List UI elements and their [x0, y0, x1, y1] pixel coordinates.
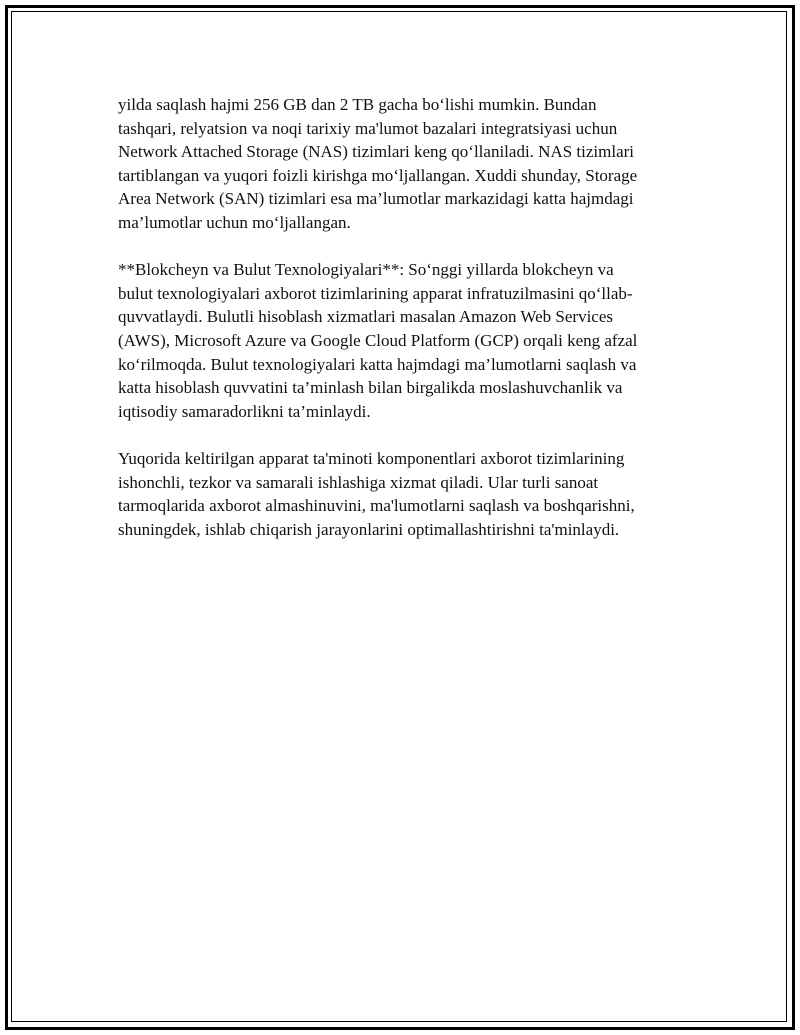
- paragraph-conclusion: Yuqorida keltirilgan apparat ta'minoti komponentlari axborot tizimlarining ishonchli, tezkor va samarali ishlashiga xizmat qiladi. Ular turli sanoat tarmoqlarida axborot almashinuvini, ma'lumotlarni saqlash va boshqarishni, shuningdek, ishlab chiqarish jarayonlarini optimallashtirishni ta'minlaydi.: [118, 448, 635, 539]
- document-body: [118, 93, 688, 565]
- paragraph-storage: yilda saqlash hajmi 256 GB dan 2 TB gacha bo‘lishi mumkin. Bundan tashqari, relyatsion va noqi tarixiy ma'lumot bazalari integratsiyasi uchun Network Attached Storage (NAS) tizimlari keng qo‘llaniladi. NAS tizimlari tartiblangan va yuqori foizli kirishga mo‘ljallangan. Xuddi shunday, Storage Area Network (SAN) tizimlari esa ma’lumotlar markazidagi katta hajmdagi ma’lumotlar uchun mo‘ljallangan.: [118, 95, 638, 232]
- paragraph-blockchain-cloud: **Blokcheyn va Bulut Texnologiyalari**: So‘nggi yillarda blokcheyn va bulut texnologiyalari axborot tizimlarining apparat infratuzilmasini qo‘llab- quvvatlaydi. Bulutli hisoblash xizmatlari masalan Amazon Web Services (AWS), Microsoft Azure va Google Cloud Platform (GCP) orqali keng afzal ko‘rilmoqda. Bulut texnologiyalari katta hajmdagi ma’lumotlarni saqlash va katta hisoblash quvvatini ta’minlash bilan birgalikda moslashuvchanlik va iqtisodiy samaradorlikni ta’minlaydi.: [118, 260, 638, 421]
